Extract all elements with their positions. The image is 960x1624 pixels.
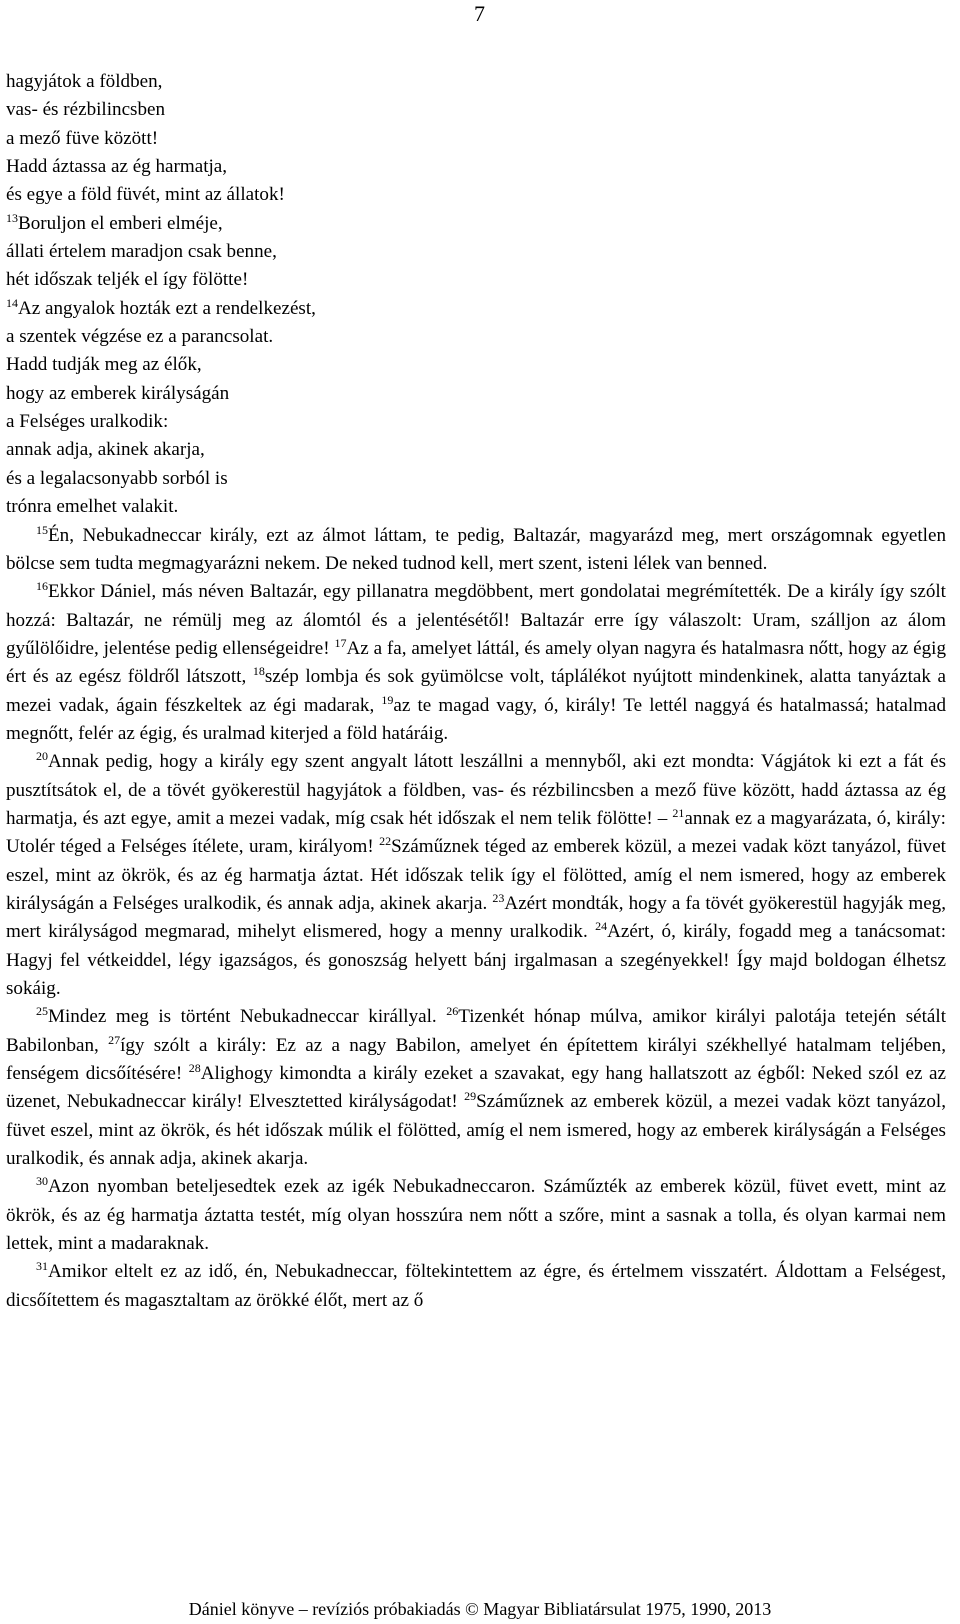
verse-text: Boruljon el emberi elméje, <box>18 212 223 234</box>
paragraph <box>6 1003 946 1173</box>
paragraph <box>6 1173 946 1258</box>
verse-text: annak ez a magyarázata, ó, király: Utolér téged a Felséges ítélete, uram, királyom! <box>6 807 946 858</box>
verse-text: Az angyalok hozták ezt a rendelkezést, <box>18 297 316 319</box>
verse-text: szép lombja és sok gyümölcse volt, táplálékot nyújtott mindenkinek, alatta tanyáztak a mezei vadak, ágain fészkeltek az égi madarak, <box>6 666 947 716</box>
verse-text: Hadd tudják meg az élők, <box>6 354 202 376</box>
verse-number: 16 <box>36 579 48 594</box>
verse-text: trónra emelhet valakit. <box>6 496 179 518</box>
verse-number: 30 <box>36 1174 48 1189</box>
page-footer: Dániel könyve – revíziós próbakiadás © Magyar Bibliatársulat 1975, 1990, 2013 <box>188 1599 772 1619</box>
poem-line <box>6 323 946 351</box>
verse-text: Annak pedig, hogy a király egy szent angyalt látott leszállni a mennyből, aki ezt mondta: Vágjátok ki ezt a fát és pusztítsátok el, de a tövét gyökerestül hagyjátok a földben, vas- és rézbilincsben a mező füve között, hadd áztassa az ég harmatja, és azt egye, amit a mezei vadak, míg csak hét időszak el nem telik fölötte! – <box>6 751 946 829</box>
verse-text: így szólt a király: Ez az a nagy Babilon, amelyet én építettem királyi székhellyé hatalmam teljében, fenségem dicsőítésére! <box>6 1034 946 1085</box>
verse-number: 28 <box>188 1061 201 1076</box>
verse-text: Száműznek az emberek közül, a mezei vadak közt tanyázol, füvet eszel, mint az ökrök, és hét időszak múlik el fölötted, amíg el nem ismered, hogy az emberek királyságán a Felséges uralkodik, és annak adja, akinek akarja. <box>6 1091 946 1170</box>
poem-line <box>6 408 946 436</box>
poem-line <box>6 68 946 96</box>
verse-number: 17 <box>334 635 347 650</box>
poem-line <box>6 295 946 323</box>
verse-text: Azért mondták, hogy a fa tövét gyökerestül hagyják meg, mert királyságod megmarad, mihelyt elismered, hogy a menny uralkodik. <box>6 892 946 943</box>
verse-number: 18 <box>252 664 265 679</box>
verse-number: 29 <box>464 1089 477 1104</box>
verse-text: vas- és rézbilincsben <box>6 99 166 121</box>
poem-line <box>6 351 946 379</box>
verse-number: 20 <box>36 749 48 764</box>
verse-text: és egye a föld füvét, mint az állatok! <box>6 184 285 206</box>
poem-line <box>6 210 946 238</box>
verse-text: Alighogy kimondta a király ezeket a szavakat, egy hang hallatszott az égből: Neked szól ez az üzenet, Nebukadneccar király! Elvesztetted királyságodat! <box>6 1063 946 1113</box>
poem-line <box>6 465 946 493</box>
paragraph <box>6 578 946 748</box>
poem-line <box>6 181 946 209</box>
verse-text: Mindez meg is történt Nebukadneccar királlyal. <box>48 1006 447 1028</box>
paragraph <box>6 522 946 579</box>
verse-number: 19 <box>381 692 394 707</box>
poem-line <box>6 380 946 408</box>
verse-text: és a legalacsonyabb sorból is <box>6 467 228 489</box>
verse-number: 31 <box>36 1259 48 1274</box>
poem-block <box>6 68 946 522</box>
verse-text: a mező füve között! <box>6 127 159 149</box>
verse-text: az te magad vagy, ó, király! Te lettél naggyá és hatalmassá; hatalmad megnőtt, felér az égig, és uralmad kiterjed a föld határáig. <box>6 694 947 744</box>
verse-number: 14 <box>6 295 18 310</box>
page-content <box>6 68 946 1315</box>
poem-line <box>6 153 946 181</box>
paragraph <box>6 1258 946 1315</box>
verse-text: hagyjátok a földben, <box>6 71 163 92</box>
poem-line <box>6 238 946 266</box>
poem-line <box>6 125 946 153</box>
verse-text: állati értelem maradjon csak benne, <box>6 241 277 263</box>
verse-text: hogy az emberek királyságán <box>6 382 230 404</box>
verse-number: 26 <box>446 1004 459 1019</box>
verse-text: hét időszak teljék el így fölötte! <box>6 269 249 291</box>
poem-line <box>6 96 946 124</box>
verse-text: Amikor eltelt ez az idő, én, Nebukadneccar, föltekintettem az égre, és értelmem visszatért. Áldottam a Felségest, dicsőítettem és magasztaltam az örökké élőt, mert az ő <box>6 1261 946 1311</box>
verse-text: Hadd áztassa az ég harmatja, <box>6 156 228 178</box>
verse-text: Ekkor Dániel, más néven Baltazár, egy pillanatra megdöbbent, mert gondolatai megrémítették. De a király így szólt hozzá: Baltazár, ne rémülj meg az álomtól és a jelentésétől! Baltazár erre így válaszolt: Uram, szálljon az álom gyűlölőidre, jelentése pedig ellenségeidre! <box>6 581 946 659</box>
verse-number: 21 <box>672 805 685 820</box>
verse-number: 15 <box>36 522 48 537</box>
verse-text: a Felséges uralkodik: <box>6 411 169 433</box>
verse-text: Azért, ó, király, fogadd meg a tanácsomat: Hagyj fel vétkeiddel, légy igazságos, és gonoszság helyett bánj irgalmasan a szegényekkel! Így majd boldogan élhetsz sokáig. <box>6 921 947 999</box>
verse-text: Azon nyomban beteljesedtek ezek az igék Nebukadneccaron. Száműzték az emberek közül, füvet evett, mint az ökrök, és az ég harmatja áztatta testét, míg olyan hosszúra nem nőtt a szőre, mint a sasnak a tolla, és olyan karmai nem lettek, mint a madaraknak. <box>6 1176 946 1255</box>
verse-text: a szentek végzése ez a parancsolat. <box>6 326 274 348</box>
verse-number: 24 <box>595 919 608 934</box>
verse-text: Száműznek téged az emberek közül, a mezei vadak közt tanyázol, füvet eszel, mint az ökrök, és az ég harmatja áztat. Hét időszak telik így el fölötted, amíg el nem ismered, hogy az emberek királyságán a Felséges uralkodik, és annak adja, akinek akarja. <box>6 836 946 914</box>
verse-number: 25 <box>36 1004 48 1019</box>
verse-number: 22 <box>379 834 392 849</box>
verse-number: 27 <box>108 1032 121 1047</box>
poem-line <box>6 266 946 294</box>
page-number: 7 <box>474 1 485 26</box>
paragraph <box>6 748 946 1003</box>
verse-number: 23 <box>492 890 505 905</box>
verse-number: 13 <box>6 210 18 225</box>
verse-text: Én, Nebukadneccar király, ezt az álmot láttam, te pedig, Baltazár, magyarázd meg, mert országomnak egyetlen bölcse sem tudta megmagyarázni nekem. De neked tudnod kell, mert szent, isteni lélek van benned. <box>6 524 946 574</box>
verse-text: annak adja, akinek akarja, <box>6 439 205 461</box>
poem-line <box>6 436 946 464</box>
poem-line <box>6 493 946 521</box>
verse-text: Az a fa, amelyet láttál, és amely olyan nagyra és hatalmasra nőtt, hogy az égig ért és az egész földről látszott, <box>6 637 946 688</box>
verse-text: Tizenkét hónap múlva, amikor királyi palotája tetején sétált Babilonban, <box>6 1006 946 1056</box>
prose-block <box>6 522 946 1316</box>
